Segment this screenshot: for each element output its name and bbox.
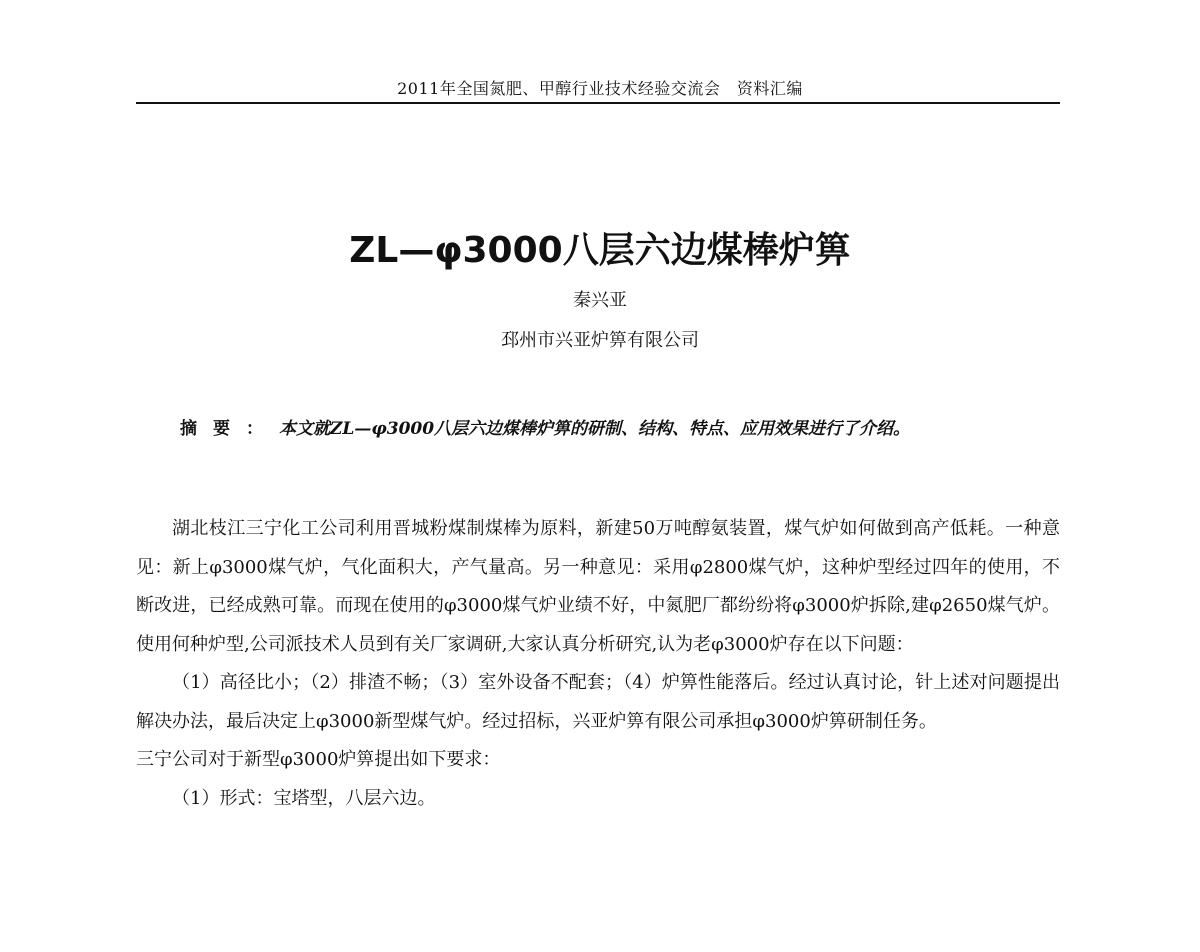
paragraph-1: 湖北枝江三宁化工公司利用晋城粉煤制煤棒为原料，新建50万吨醇氨装置，煤气炉如何做到高产低耗。一种意见：新上φ3000煤气炉，气化面积大，产气量高。另一种意见：采用φ2800煤气炉，这种炉型经过四年的使用，不断改进，已经成熟可靠。而现在使用的φ3000煤气炉业绩不好，中氮肥厂都纷纷将φ3000炉拆除,建φ2650煤气炉。使用何种炉型,公司派技术人员到有关厂家调研,大家认真分析研究,认为老φ3000炉存在以下问题： bbox=[136, 518, 1060, 655]
author-affiliation: 邳州市兴亚炉箅有限公司 bbox=[501, 330, 699, 351]
running-header: 2011年全国氮肥、甲醇行业技术经验交流会 资料汇编 bbox=[397, 79, 803, 98]
paragraph-2: （1）高径比小；（2）排渣不畅；（3）室外设备不配套；（4）炉箅性能落后。经过认真讨论，针上述对问题提出解决办法，最后决定上φ3000新型煤气炉。经过招标，兴亚炉箅有限公司承担φ3000炉箅研制任务。 bbox=[136, 672, 1060, 732]
abstract-text: 本文就ZL—φ3000八层六边煤棒炉箅的研制、结构、特点、应用效果进行了介绍。 bbox=[279, 419, 911, 439]
paragraph-3: 三宁公司对于新型φ3000炉箅提出如下要求： bbox=[136, 749, 501, 770]
body-text bbox=[136, 510, 1060, 818]
paragraph-4: （1）形式：宝塔型，八层六边。 bbox=[172, 787, 436, 809]
abstract bbox=[180, 414, 1040, 439]
author-name: 秦兴亚 bbox=[573, 290, 627, 311]
article-title: ZL—φ3000八层六边煤棒炉箅 bbox=[349, 230, 851, 271]
header-rule bbox=[136, 102, 1060, 104]
abstract-label: 摘要： bbox=[180, 419, 279, 439]
